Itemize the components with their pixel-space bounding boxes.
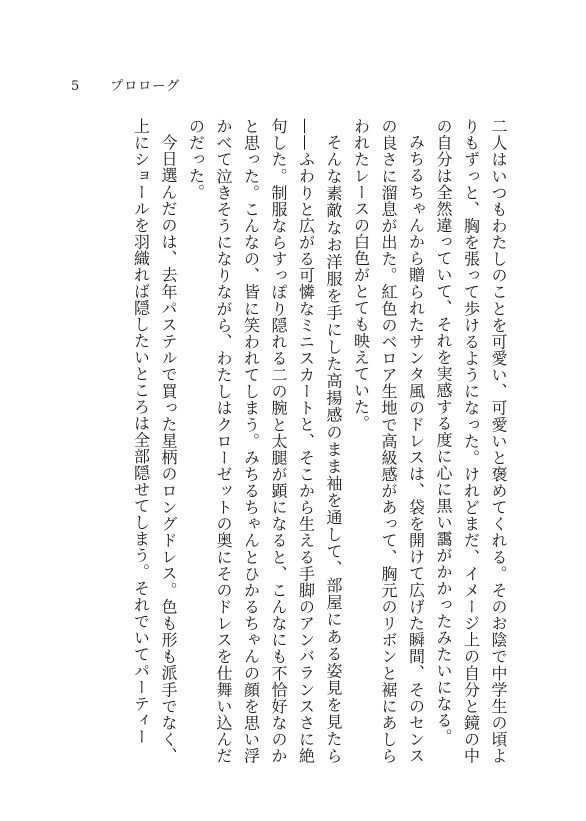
- chapter-title: プロローグ: [110, 79, 181, 94]
- page-number: 5: [71, 79, 81, 94]
- body-text: [52, 118, 512, 764]
- paragraph: みちるちゃんから贈られたサンタ風のドレスは、袋を開けて広げた瞬間、そのセンスの良さに溜息が出た。紅色のベロア生地で高級感があって、胸元のリボンと裾にあしらわれたレースの白色がとても映えていた。: [351, 118, 426, 764]
- paragraph: 二人はいつもわたしのことを可愛い、可愛いと褒めてくれる。そのお陰で中学生の頃よりもずっと、胸を張って歩けるようになった。けれどまだ、イメージ上の自分と鏡の中の自分は全然違っていて、それを実感する度に心に黒い靄がかかったみたいになる。: [434, 118, 508, 764]
- paragraph: 今日選んだのは、去年パステルで買った星柄のロングドレス。色も形も派手でなく、上にショールを羽織れば隠したいところは全部隠せてしまう。それでいてパーティー: [131, 118, 178, 764]
- paragraph: そんな素敵なお洋服を手にした高揚感のまま袖を通して、部屋にある姿見を見たら——ふわりと広がる可憐なミニスカートと、そこから生える手脚のアンバランスさに絶句した。制服ならすっぽり隠れる二の腕と太腿が顕になると、こんなにも不恰好なのかと思った。こんなの、皆に笑われてしまう。みちるちゃんとひかるちゃんの顔を思い浮かべて泣きそうになりながら、わたしはクローゼットの奥にそのドレスを仕舞い込んだのだった。: [186, 118, 343, 764]
- running-header: [71, 75, 180, 94]
